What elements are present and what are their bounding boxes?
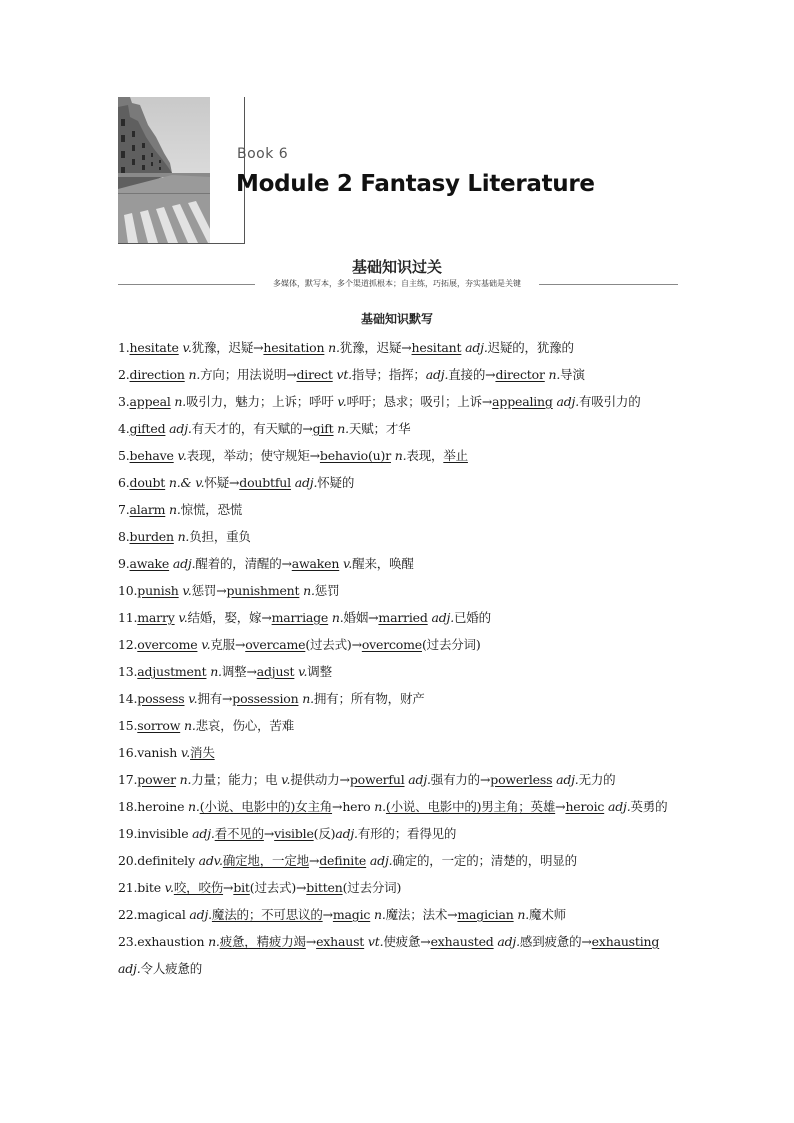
part-of-speech: adj.: [461, 340, 488, 355]
entry-text: 15.: [118, 718, 138, 733]
entry-text: 16.vanish: [118, 745, 178, 760]
module-header: [118, 97, 678, 247]
answer-word: direct: [296, 367, 333, 382]
part-of-speech: n.: [165, 502, 181, 517]
entry-text: 2.: [118, 367, 130, 382]
entry-text: 方向；用法说明→: [200, 367, 297, 382]
entry-text: 英勇的: [630, 799, 668, 814]
answer-word: hesitate: [129, 340, 179, 355]
entry-text: 23.exhaustion: [118, 934, 205, 949]
entry-text: 惊慌，恐慌: [180, 502, 243, 517]
vocab-entry: [118, 334, 680, 361]
entry-text: 3.: [118, 394, 130, 409]
entry-text: 表现，: [406, 448, 444, 463]
entry-text: 直接的→: [448, 367, 496, 382]
entry-text: 7.: [118, 502, 130, 517]
part-of-speech: n.: [170, 394, 187, 409]
part-of-speech: v.: [178, 583, 192, 598]
part-of-speech: n.: [328, 610, 344, 625]
answer-word: sorrow: [137, 718, 181, 733]
entry-text: 怀疑→: [204, 475, 240, 490]
part-of-speech: n.: [299, 583, 315, 598]
entry-text: 迟疑的，犹豫的: [487, 340, 574, 355]
part-of-speech: n.: [333, 421, 349, 436]
answer-word: appealing: [492, 394, 553, 409]
part-of-speech: adj.: [552, 394, 579, 409]
answer-word: powerless: [490, 772, 553, 787]
entry-text: (过去式)→: [305, 637, 362, 652]
entry-text: 提供动力→: [290, 772, 350, 787]
entry-text: (过去式)→: [249, 880, 307, 895]
part-of-speech: v.: [160, 880, 174, 895]
entry-text: 惩罚: [314, 583, 340, 598]
answer-word: behavio(u)r: [319, 448, 391, 463]
entry-text: (过去分词): [342, 880, 402, 895]
entry-text: 醒着的，清醒的→: [195, 556, 292, 571]
answer-word: magician: [457, 907, 514, 922]
answer-word: appeal: [129, 394, 171, 409]
part-of-speech: adj.: [604, 799, 631, 814]
part-of-speech: adj.: [425, 367, 449, 382]
answer-word: exhaust: [316, 934, 365, 949]
entry-text: 1.: [118, 340, 130, 355]
vocab-entry: [118, 415, 680, 442]
vocab-entry: [118, 604, 680, 631]
module-title: Module 2 Fantasy Literature: [236, 171, 595, 197]
answer-word: married: [378, 610, 428, 625]
entry-text: 确定的，一定的；清楚的，明显的: [392, 853, 577, 868]
section-title: 基础知识过关: [351, 258, 442, 276]
entry-text: 有形的；看得见的: [357, 826, 457, 841]
entry-text: 调整→: [221, 664, 257, 679]
entry-text: (反): [313, 826, 336, 841]
vocab-entry: [118, 361, 680, 388]
entry-text: 17.: [118, 772, 138, 787]
vocab-entry: [118, 901, 680, 928]
entry-text: 指导；指挥；: [351, 367, 426, 382]
part-of-speech: vt.: [332, 367, 352, 382]
entry-text: 吸引力，魅力；上诉；呼吁: [186, 394, 338, 409]
vocab-entry: [118, 820, 680, 847]
vocab-entry: [118, 847, 680, 874]
entry-text: 拥有→: [197, 691, 233, 706]
answer-word: overcame: [245, 637, 306, 652]
answer-word: 看不见的: [214, 826, 264, 841]
part-of-speech: adj.: [552, 772, 579, 787]
answer-word: behave: [129, 448, 174, 463]
entry-text: →: [322, 907, 333, 922]
entry-text: 22.magical: [118, 907, 186, 922]
entry-text: →: [308, 853, 320, 868]
right-divider: [539, 284, 678, 285]
entry-text: 20.definitely: [118, 853, 195, 868]
entry-text: 怀疑的: [317, 475, 355, 490]
answer-word: adjustment: [137, 664, 207, 679]
entry-text: 拥有；所有物，财产: [313, 691, 425, 706]
entry-text: →: [263, 826, 275, 841]
vocab-entry: [118, 442, 680, 469]
entry-text: 8.: [118, 529, 130, 544]
entry-text: →: [305, 934, 317, 949]
entry-text: 犹豫，迟疑→: [191, 340, 264, 355]
entry-text: 魔术师: [529, 907, 566, 922]
answer-word: burden: [129, 529, 174, 544]
answer-word: 魔法的；不可思议的: [211, 907, 323, 922]
vocab-entry: [118, 550, 680, 577]
part-of-speech: v.: [178, 340, 192, 355]
vocab-entry: [118, 928, 680, 982]
entry-text: 负担，重负: [189, 529, 251, 544]
answer-word: punishment: [226, 583, 300, 598]
entry-text: 13.: [118, 664, 138, 679]
vocab-entry: [118, 388, 680, 415]
entry-text: 结婚，娶，嫁→: [187, 610, 272, 625]
part-of-speech: v.: [281, 772, 291, 787]
answer-word: bit: [233, 880, 250, 895]
subsection-heading: 基础知识默写: [360, 312, 433, 326]
part-of-speech: n.: [370, 799, 386, 814]
entry-text: 11.: [118, 610, 138, 625]
part-of-speech: adj.: [404, 772, 431, 787]
part-of-speech: n.: [324, 340, 340, 355]
entry-text: 有天才的，有天赋的→: [191, 421, 313, 436]
answer-word: 咬，咬伤: [173, 880, 224, 895]
entry-text: 调整: [307, 664, 332, 679]
answer-word: exhausting: [591, 934, 660, 949]
part-of-speech: v.: [294, 664, 308, 679]
entry-text: 21.bite: [118, 880, 161, 895]
answer-word: marry: [137, 610, 175, 625]
vocab-entry: [118, 874, 680, 901]
part-of-speech: vt.: [364, 934, 384, 949]
answer-word: direction: [129, 367, 185, 382]
vocab-entry: [118, 685, 680, 712]
entry-text: →: [223, 880, 234, 895]
answer-word: doubt: [129, 475, 166, 490]
entry-text: 惩罚→: [191, 583, 227, 598]
entry-text: 6.: [118, 475, 130, 490]
answer-word: (小说、电影中的)女主角: [199, 799, 333, 814]
answer-word: heroic: [565, 799, 605, 814]
part-of-speech: n.: [298, 691, 314, 706]
part-of-speech: n.: [513, 907, 530, 922]
part-of-speech: n.: [206, 664, 222, 679]
vocab-entry: [118, 631, 680, 658]
part-of-speech: adj.: [290, 475, 318, 490]
answer-word: (小说、电影中的)男主角；英雄: [385, 799, 556, 814]
vocab-entry: [118, 739, 680, 766]
part-of-speech: n.& v.: [165, 475, 205, 490]
answer-word: powerful: [349, 772, 405, 787]
answer-word: awaken: [291, 556, 340, 571]
book-label: Book 6: [237, 146, 289, 162]
answer-word: overcome: [361, 637, 422, 652]
entry-text: 犹豫，迟疑→: [339, 340, 412, 355]
entry-text: 克服→: [210, 637, 246, 652]
part-of-speech: adj.: [335, 826, 358, 841]
vocab-entry: [118, 712, 680, 739]
part-of-speech: v.: [174, 610, 188, 625]
answer-word: director: [495, 367, 545, 382]
entry-text: 有吸引力的: [579, 394, 641, 409]
part-of-speech: n.: [184, 799, 200, 814]
entry-text: 18.heroine: [118, 799, 185, 814]
answer-word: alarm: [129, 502, 166, 517]
vocab-entry: [118, 766, 680, 793]
entry-text: 10.: [118, 583, 138, 598]
answer-word: exhausted: [430, 934, 494, 949]
part-of-speech: adj.: [366, 853, 393, 868]
answer-word: doubtful: [239, 475, 291, 490]
part-of-speech: v.: [197, 637, 211, 652]
answer-word: 确定地，一定地: [222, 853, 309, 868]
part-of-speech: adv.: [194, 853, 223, 868]
entry-text: 醒来，唤醒: [352, 556, 414, 571]
part-of-speech: adj.: [165, 421, 192, 436]
vocab-list: [118, 334, 680, 982]
entry-text: 4.: [118, 421, 130, 436]
answer-word: visible: [274, 826, 314, 841]
entry-text: 19.invisible: [118, 826, 189, 841]
answer-word: punish: [137, 583, 179, 598]
entry-text: 5.: [118, 448, 130, 463]
answer-word: magic: [332, 907, 371, 922]
entry-text: 12.: [118, 637, 138, 652]
answer-word: hesitant: [411, 340, 462, 355]
entry-text: 使疲惫→: [383, 934, 431, 949]
vocab-entry: [118, 577, 680, 604]
part-of-speech: v.: [173, 448, 187, 463]
vocab-entry: [118, 523, 680, 550]
answer-word: overcome: [137, 637, 198, 652]
entry-text: 表现，举动；使守规矩→: [186, 448, 320, 463]
answer-word: definite: [319, 853, 367, 868]
part-of-speech: n.: [391, 448, 407, 463]
vocab-entry: [118, 469, 680, 496]
entry-text: (过去分词): [421, 637, 481, 652]
part-of-speech: v.: [339, 556, 353, 571]
part-of-speech: n.: [204, 934, 220, 949]
entry-text: 令人疲惫的: [140, 961, 203, 976]
entry-text: 已婚的: [453, 610, 491, 625]
part-of-speech: v.: [184, 691, 198, 706]
answer-word: 疲惫，精疲力竭: [219, 934, 306, 949]
part-of-speech: n.: [370, 907, 386, 922]
street-photo: [118, 97, 210, 243]
vocab-entry: [118, 793, 680, 820]
entry-text: 呼吁；恳求；吸引；上诉→: [346, 394, 493, 409]
answer-word: 消失: [190, 745, 215, 760]
answer-word: marriage: [271, 610, 329, 625]
answer-word: awake: [129, 556, 170, 571]
part-of-speech: n.: [175, 772, 192, 787]
answer-word: gift: [312, 421, 334, 436]
part-of-speech: adj.: [493, 934, 520, 949]
entry-text: 14.: [118, 691, 138, 706]
part-of-speech: adj.: [188, 826, 215, 841]
vocab-entry: [118, 496, 680, 523]
part-of-speech: n.: [173, 529, 190, 544]
answer-word: possession: [232, 691, 299, 706]
entry-text: 强有力的→: [430, 772, 491, 787]
part-of-speech: n.: [184, 367, 201, 382]
entry-text: 天赋；才华: [348, 421, 411, 436]
entry-text: 魔法；法术→: [385, 907, 458, 922]
entry-text: 悲哀，伤心，苦难: [195, 718, 295, 733]
entry-text: 力量；能力；电: [191, 772, 282, 787]
part-of-speech: adj.: [118, 961, 141, 976]
part-of-speech: adj.: [185, 907, 212, 922]
entry-text: 婚姻→: [343, 610, 379, 625]
answer-word: possess: [137, 691, 185, 706]
section-subtitle: 多媒体，默写本，多个渠道抓根本；自主练，巧拓展，夯实基础是关键: [273, 279, 521, 288]
part-of-speech: n.: [180, 718, 196, 733]
entry-text: →: [555, 799, 566, 814]
part-of-speech: n.: [544, 367, 561, 382]
answer-word: adjust: [256, 664, 295, 679]
answer-word: power: [137, 772, 176, 787]
entry-text: 9.: [118, 556, 130, 571]
answer-word: gifted: [129, 421, 166, 436]
answer-word: bitten: [306, 880, 343, 895]
vocab-entry: [118, 658, 680, 685]
part-of-speech: v.: [337, 394, 347, 409]
part-of-speech: adj.: [427, 610, 454, 625]
answer-word: hesitation: [263, 340, 325, 355]
part-of-speech: adj.: [169, 556, 196, 571]
entry-text: 感到疲惫的→: [519, 934, 592, 949]
part-of-speech: v.: [177, 745, 191, 760]
entry-text: 无力的: [578, 772, 616, 787]
answer-word: 举止: [443, 448, 468, 463]
entry-text: →hero: [332, 799, 371, 814]
entry-text: 导演: [560, 367, 585, 382]
